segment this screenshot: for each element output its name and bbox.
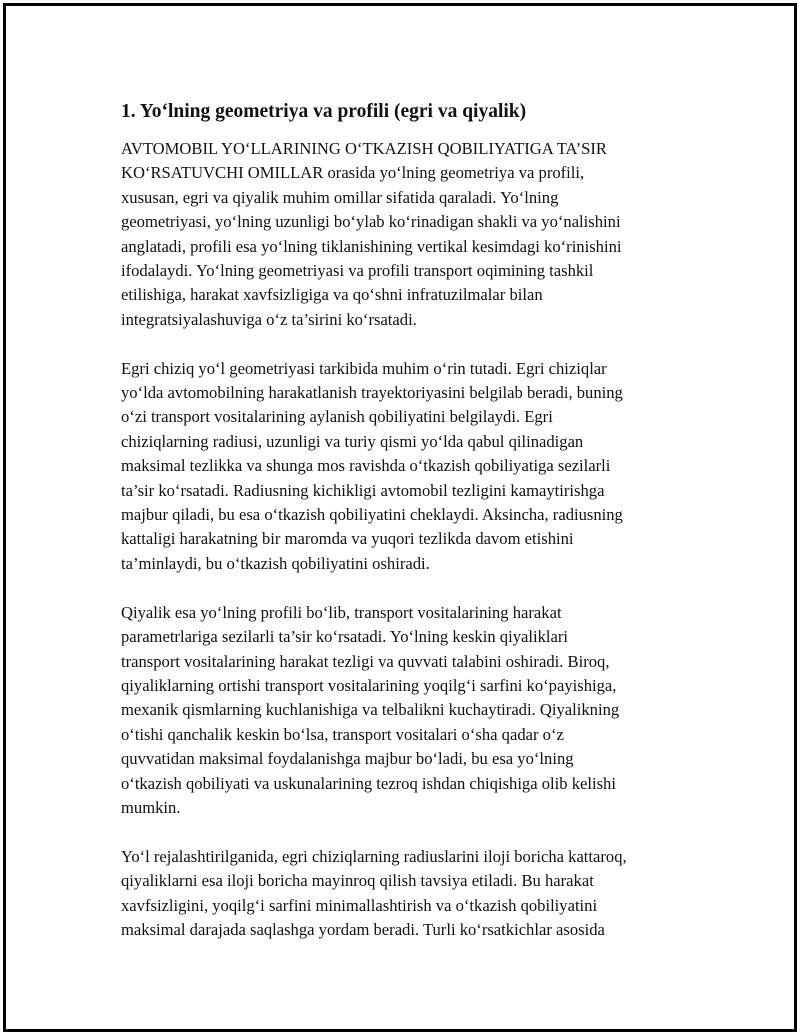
text-line: Yo‘l rejalashtirilganida, egri chiziqlarning radiuslarini iloji boricha kattaroq, [121, 846, 627, 866]
text-line: Qiyalik esa yo‘lning profili bo‘lib, transport vositalarining harakat [121, 602, 562, 622]
text-line: xavfsizligini, yoqilg‘i sarfini minimallashtirish va o‘tkazish qobiliyatini [121, 895, 598, 915]
text-line: kattaligi harakatning bir maromda va yuqori tezlikda davom etishini [121, 529, 574, 549]
text-line: quvvatidan maksimal foydalanishga majbur bo‘ladi, bu esa yo‘lning [121, 749, 574, 769]
section-heading: 1. Yo‘lning geometriya va profili (egri va qiyalik) [121, 101, 527, 122]
text-line: Egri chiziq yo‘l geometriyasi tarkibida muhim o‘rin tutadi. Egri chiziqlar [121, 358, 607, 378]
paragraph-4 [121, 845, 701, 943]
text-line: integratsiyalashuviga o‘z ta’sirini ko‘rsatadi. [121, 309, 417, 329]
text-line: ta’minlaydi, bu o‘tkazish qobiliyatini oshiradi. [121, 553, 430, 573]
text-line: ta’sir ko‘rsatadi. Radiusning kichikligi avtomobil tezligini kamaytirishga [121, 480, 605, 500]
text-line: anglatadi, profili esa yo‘lning tiklanishining vertikal kesimdagi ko‘rinishini [121, 236, 622, 256]
text-line: mexanik qismlarning kuchlanishiga va telbalikni kuchaytiradi. Qiyalikning [121, 700, 620, 720]
text-line: majbur qiladi, bu esa o‘tkazish qobiliyatini cheklaydi. Aksincha, radiusning [121, 505, 623, 525]
text-line: geometriyasi, yo‘lning uzunligi bo‘ylab ko‘rinadigan shakli va yo‘nalishini [121, 212, 621, 232]
text-line: o‘zi transport vositalarining aylanish qobiliyatini belgilaydi. Egri [121, 407, 553, 427]
paragraph-1 [121, 137, 701, 332]
text-line: KO‘RSATUVCHI OMILLAR orasida yo‘lning geometriya va profili, [121, 163, 585, 183]
text-line: o‘tishi qanchalik keskin bo‘lsa, transport vositalari o‘sha qadar o‘z [121, 724, 564, 744]
paragraph-2 [121, 357, 701, 577]
text-line: maksimal tezlikka va shunga mos ravishda o‘tkazish qobiliyatiga sezilarli [121, 456, 611, 476]
text-line: ifodalaydi. Yo‘lning geometriyasi va profili transport oqimining tashkil [121, 261, 594, 281]
text-line: chiziqlarning radiusi, uzunligi va turiy qismi yo‘lda qabul qilinadigan [121, 431, 584, 451]
page-frame [3, 3, 797, 1032]
text-line: etilishiga, harakat xavfsizligiga va qo‘shni infratuzilmalar bilan [121, 285, 543, 305]
text-line: qiyaliklarni esa iloji boricha mayinroq qilish tavsiya etiladi. Bu harakat [121, 871, 594, 891]
text-line: parametrlariga sezilarli ta’sir ko‘rsatadi. Yo‘lning keskin qiyaliklari [121, 627, 568, 647]
text-line: o‘tkazish qobiliyati va uskunalarining tezroq ishdan chiqishiga olib kelishi [121, 773, 616, 793]
text-line: transport vositalarining harakat tezligi va quvvati talabini oshiradi. Biroq, [121, 651, 610, 671]
text-line: AVTOMOBIL YO‘LLARINING O‘TKAZISH QOBILIYATIGA TA’SIR [121, 139, 608, 158]
text-line: qiyaliklarning ortishi transport vositalarining yoqilg‘i sarfini ko‘payishiga, [121, 675, 617, 695]
text-line: yo‘lda avtomobilning harakatlanish trayektoriyasini belgilab beradi, buning [121, 383, 623, 403]
paragraph-3 [121, 601, 701, 821]
text-line: mumkin. [121, 797, 181, 817]
text-line: maksimal darajada saqlashga yordam beradi. Turli ko‘rsatkichlar asosida [121, 919, 605, 939]
text-line: xususan, egri va qiyalik muhim omillar sifatida qaraladi. Yo‘lning [121, 187, 559, 207]
document-body [121, 99, 701, 967]
